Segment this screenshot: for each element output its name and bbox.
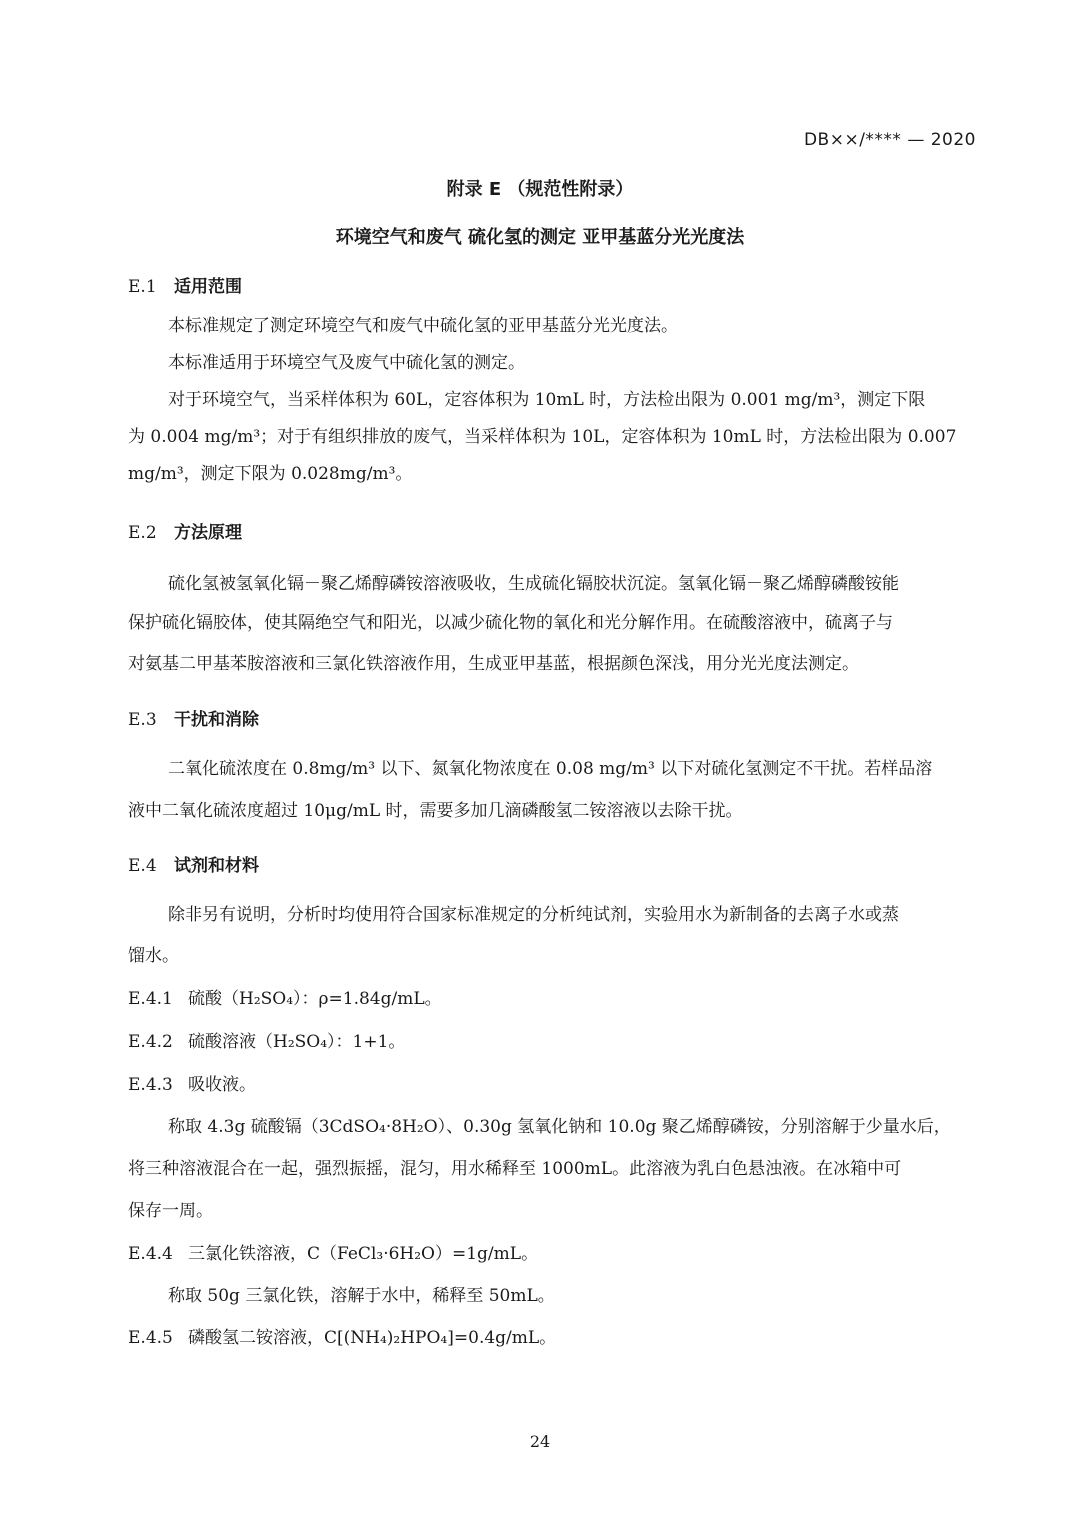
paragraph-line: 称取 50g 三氯化铁，溶解于水中，稀释至 50mL。 bbox=[168, 1286, 555, 1306]
list-item-e4-4 bbox=[128, 1239, 538, 1264]
section-title: 试剂和材料 bbox=[174, 856, 259, 876]
paragraph-line: 本标准适用于环境空气及废气中硫化氢的测定。 bbox=[168, 353, 525, 373]
item-text: 硫酸（H₂SO₄）：ρ=1.84g/mL。 bbox=[188, 989, 442, 1009]
section-heading-e4 bbox=[128, 851, 259, 876]
section-number: E.1 bbox=[128, 277, 157, 297]
list-item-e4-2 bbox=[128, 1027, 405, 1052]
paragraph-line: 将三种溶液混合在一起，强烈振摇，混匀，用水稀释至 1000mL。此溶液为乳白色悬浊液。在冰箱中可 bbox=[128, 1159, 902, 1179]
paragraph-line: 硫化氢被氢氧化镉－聚乙烯醇磷铵溶液吸收，生成硫化镉胶状沉淀。氢氧化镉－聚乙烯醇磷酸铵能 bbox=[168, 574, 899, 594]
appendix-title: 附录 E （规范性附录） bbox=[446, 179, 634, 200]
doc-number: DB××/**** — 2020 bbox=[803, 130, 976, 150]
paragraph-line: 本标准规定了测定环境空气和废气中硫化氢的亚甲基蓝分光光度法。 bbox=[168, 316, 678, 336]
list-item-e4-1 bbox=[128, 984, 442, 1009]
paragraph-line: 液中二氧化硫浓度超过 10μg/mL 时，需要多加几滴磷酸氢二铵溶液以去除干扰。 bbox=[128, 801, 743, 821]
item-number: E.4.2 bbox=[128, 1032, 173, 1052]
item-number: E.4.3 bbox=[128, 1075, 173, 1095]
section-heading-e3 bbox=[128, 705, 259, 730]
method-title: 环境空气和废气 硫化氢的测定 亚甲基蓝分光光度法 bbox=[335, 227, 745, 248]
paragraph-line: 保护硫化镉胶体，使其隔绝空气和阳光，以减少硫化物的氧化和光分解作用。在硫酸溶液中，硫离子与 bbox=[128, 613, 893, 633]
item-number: E.4.4 bbox=[128, 1244, 173, 1264]
paragraph-line: 对氨基二甲基苯胺溶液和三氯化铁溶液作用，生成亚甲基蓝，根据颜色深浅，用分光光度法测定。 bbox=[128, 654, 859, 674]
item-text: 磷酸氢二铵溶液，C[(NH₄)₂HPO₄]=0.4g/mL。 bbox=[188, 1328, 557, 1348]
section-number: E.3 bbox=[128, 710, 157, 730]
paragraph-line: 称取 4.3g 硫酸镉（3CdSO₄·8H₂O）、0.30g 氢氧化钠和 10.0g 聚乙烯醇磷铵，分别溶解于少量水后， bbox=[168, 1117, 951, 1137]
paragraph-line: 除非另有说明，分析时均使用符合国家标准规定的分析纯试剂，实验用水为新制备的去离子水或蒸 bbox=[168, 905, 899, 925]
item-number: E.4.1 bbox=[128, 989, 173, 1009]
paragraph-line: 馏水。 bbox=[128, 946, 179, 966]
item-text: 吸收液。 bbox=[188, 1075, 256, 1095]
section-title: 适用范围 bbox=[174, 277, 242, 297]
paragraph-line: 为 0.004 mg/m³；对于有组织排放的废气，当采样体积为 10L，定容体积为 10mL 时，方法检出限为 0.007 bbox=[128, 427, 957, 447]
paragraph-line: mg/m³，测定下限为 0.028mg/m³。 bbox=[128, 464, 413, 484]
paragraph-line: 保存一周。 bbox=[128, 1201, 213, 1221]
section-number: E.2 bbox=[128, 523, 157, 543]
section-heading-e1 bbox=[128, 272, 242, 297]
page-number: 24 bbox=[529, 1432, 551, 1451]
section-number: E.4 bbox=[128, 856, 157, 876]
paragraph-line: 对于环境空气，当采样体积为 60L，定容体积为 10mL 时，方法检出限为 0.001 mg/m³，测定下限 bbox=[168, 390, 926, 410]
list-item-e4-5 bbox=[128, 1323, 556, 1348]
item-text: 三氯化铁溶液，C（FeCl₃·6H₂O）=1g/mL。 bbox=[188, 1244, 539, 1264]
list-item-e4-3 bbox=[128, 1070, 256, 1095]
item-text: 硫酸溶液（H₂SO₄）：1+1。 bbox=[188, 1032, 406, 1052]
section-title: 干扰和消除 bbox=[174, 710, 259, 730]
section-title: 方法原理 bbox=[174, 523, 242, 543]
item-number: E.4.5 bbox=[128, 1328, 173, 1348]
section-heading-e2 bbox=[128, 518, 242, 543]
paragraph-line: 二氧化硫浓度在 0.8mg/m³ 以下、氮氧化物浓度在 0.08 mg/m³ 以下对硫化氢测定不干扰。若样品溶 bbox=[168, 759, 933, 779]
